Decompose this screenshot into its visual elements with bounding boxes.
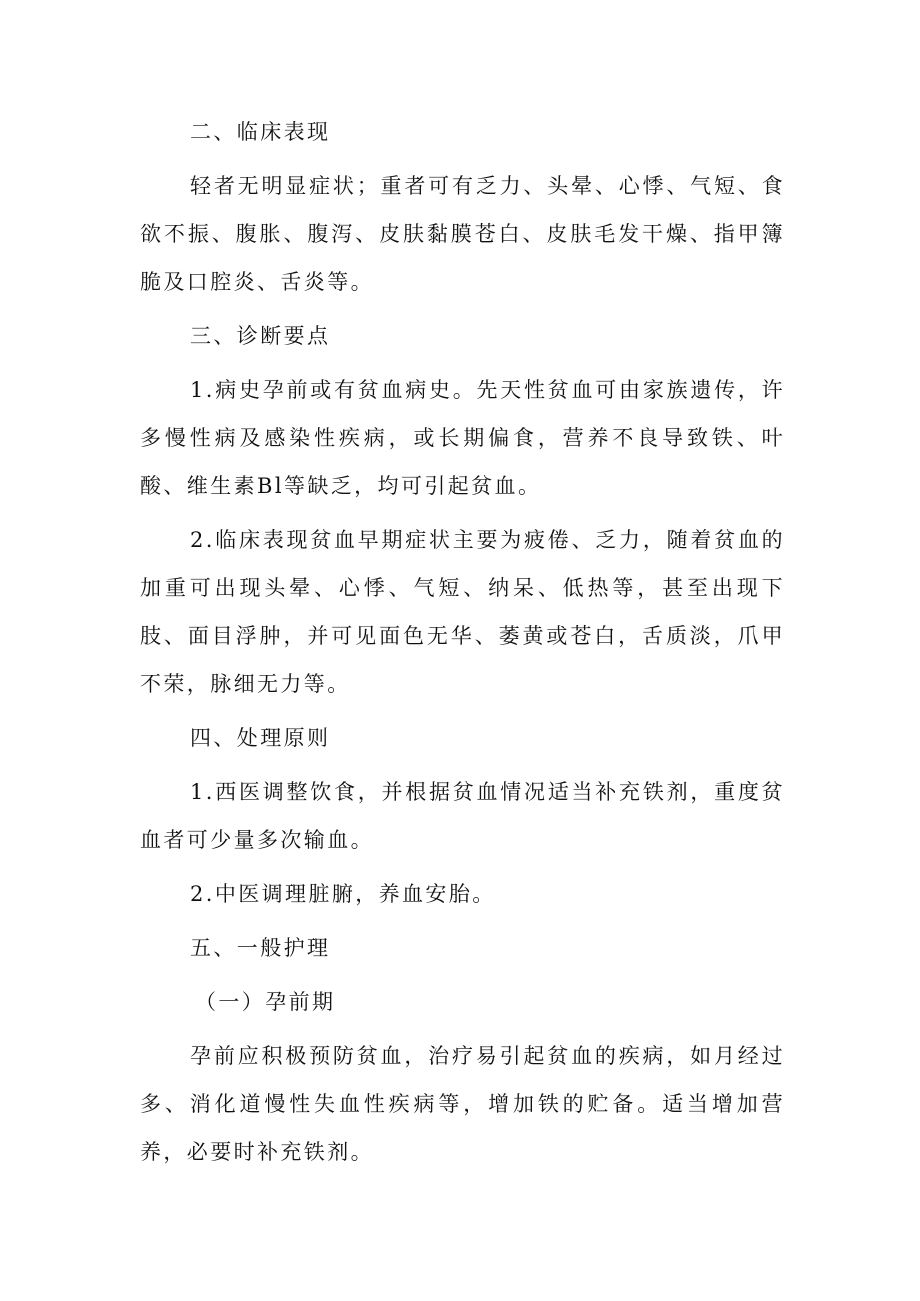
paragraph-clinical-manifestations: 轻者无明显症状；重者可有乏力、头晕、心悸、气短、食欲不振、腹胀、腹泻、皮肤黏膜苍白、皮肤毛发干燥、指甲簿脆及口腔炎、舌炎等。 — [140, 174, 785, 294]
paragraph-treatment-chinese: 2.中医调理脏腑，养血安胎。 — [190, 882, 496, 906]
paragraph-diagnosis-clinical: 2.临床表现贫血早期症状主要为疲倦、乏力，随着贫血的加重可出现头晕、心悸、气短、纳呆、低热等，甚至出现下肢、面目浮肿，并可见面色无华、萎黄或苍白，舌质淡，爪甲不荣，脉细无力等。 — [140, 528, 785, 696]
paragraph-pre-pregnancy: 孕前应积极预防贫血，治疗易引起贫血的疾病，如月经过多、消化道慢性失血性疾病等，增加铁的贮备。适当增加营养，必要时补充铁剂。 — [140, 1044, 785, 1164]
section-heading-diagnosis: 三、诊断要点 — [190, 324, 331, 348]
subsection-heading-pre-pregnancy: （一）孕前期 — [195, 990, 336, 1014]
document-body — [140, 108, 785, 1182]
paragraph-diagnosis-history: 1.病史孕前或有贫血病史。先天性贫血可由家族遗传，许多慢性病及感染性疾病，或长期偏食，营养不良导致铁、叶酸、维生素Bl等缺乏，均可引起贫血。 — [140, 378, 785, 498]
section-heading-general-care: 五、一般护理 — [190, 936, 331, 960]
paragraph-treatment-western: 1.西医调整饮食，并根据贫血情况适当补充铁剂，重度贫血者可少量多次输血。 — [140, 780, 785, 852]
section-heading-treatment: 四、处理原则 — [190, 726, 331, 750]
section-heading-clinical-manifestations: 二、临床表现 — [190, 120, 331, 144]
